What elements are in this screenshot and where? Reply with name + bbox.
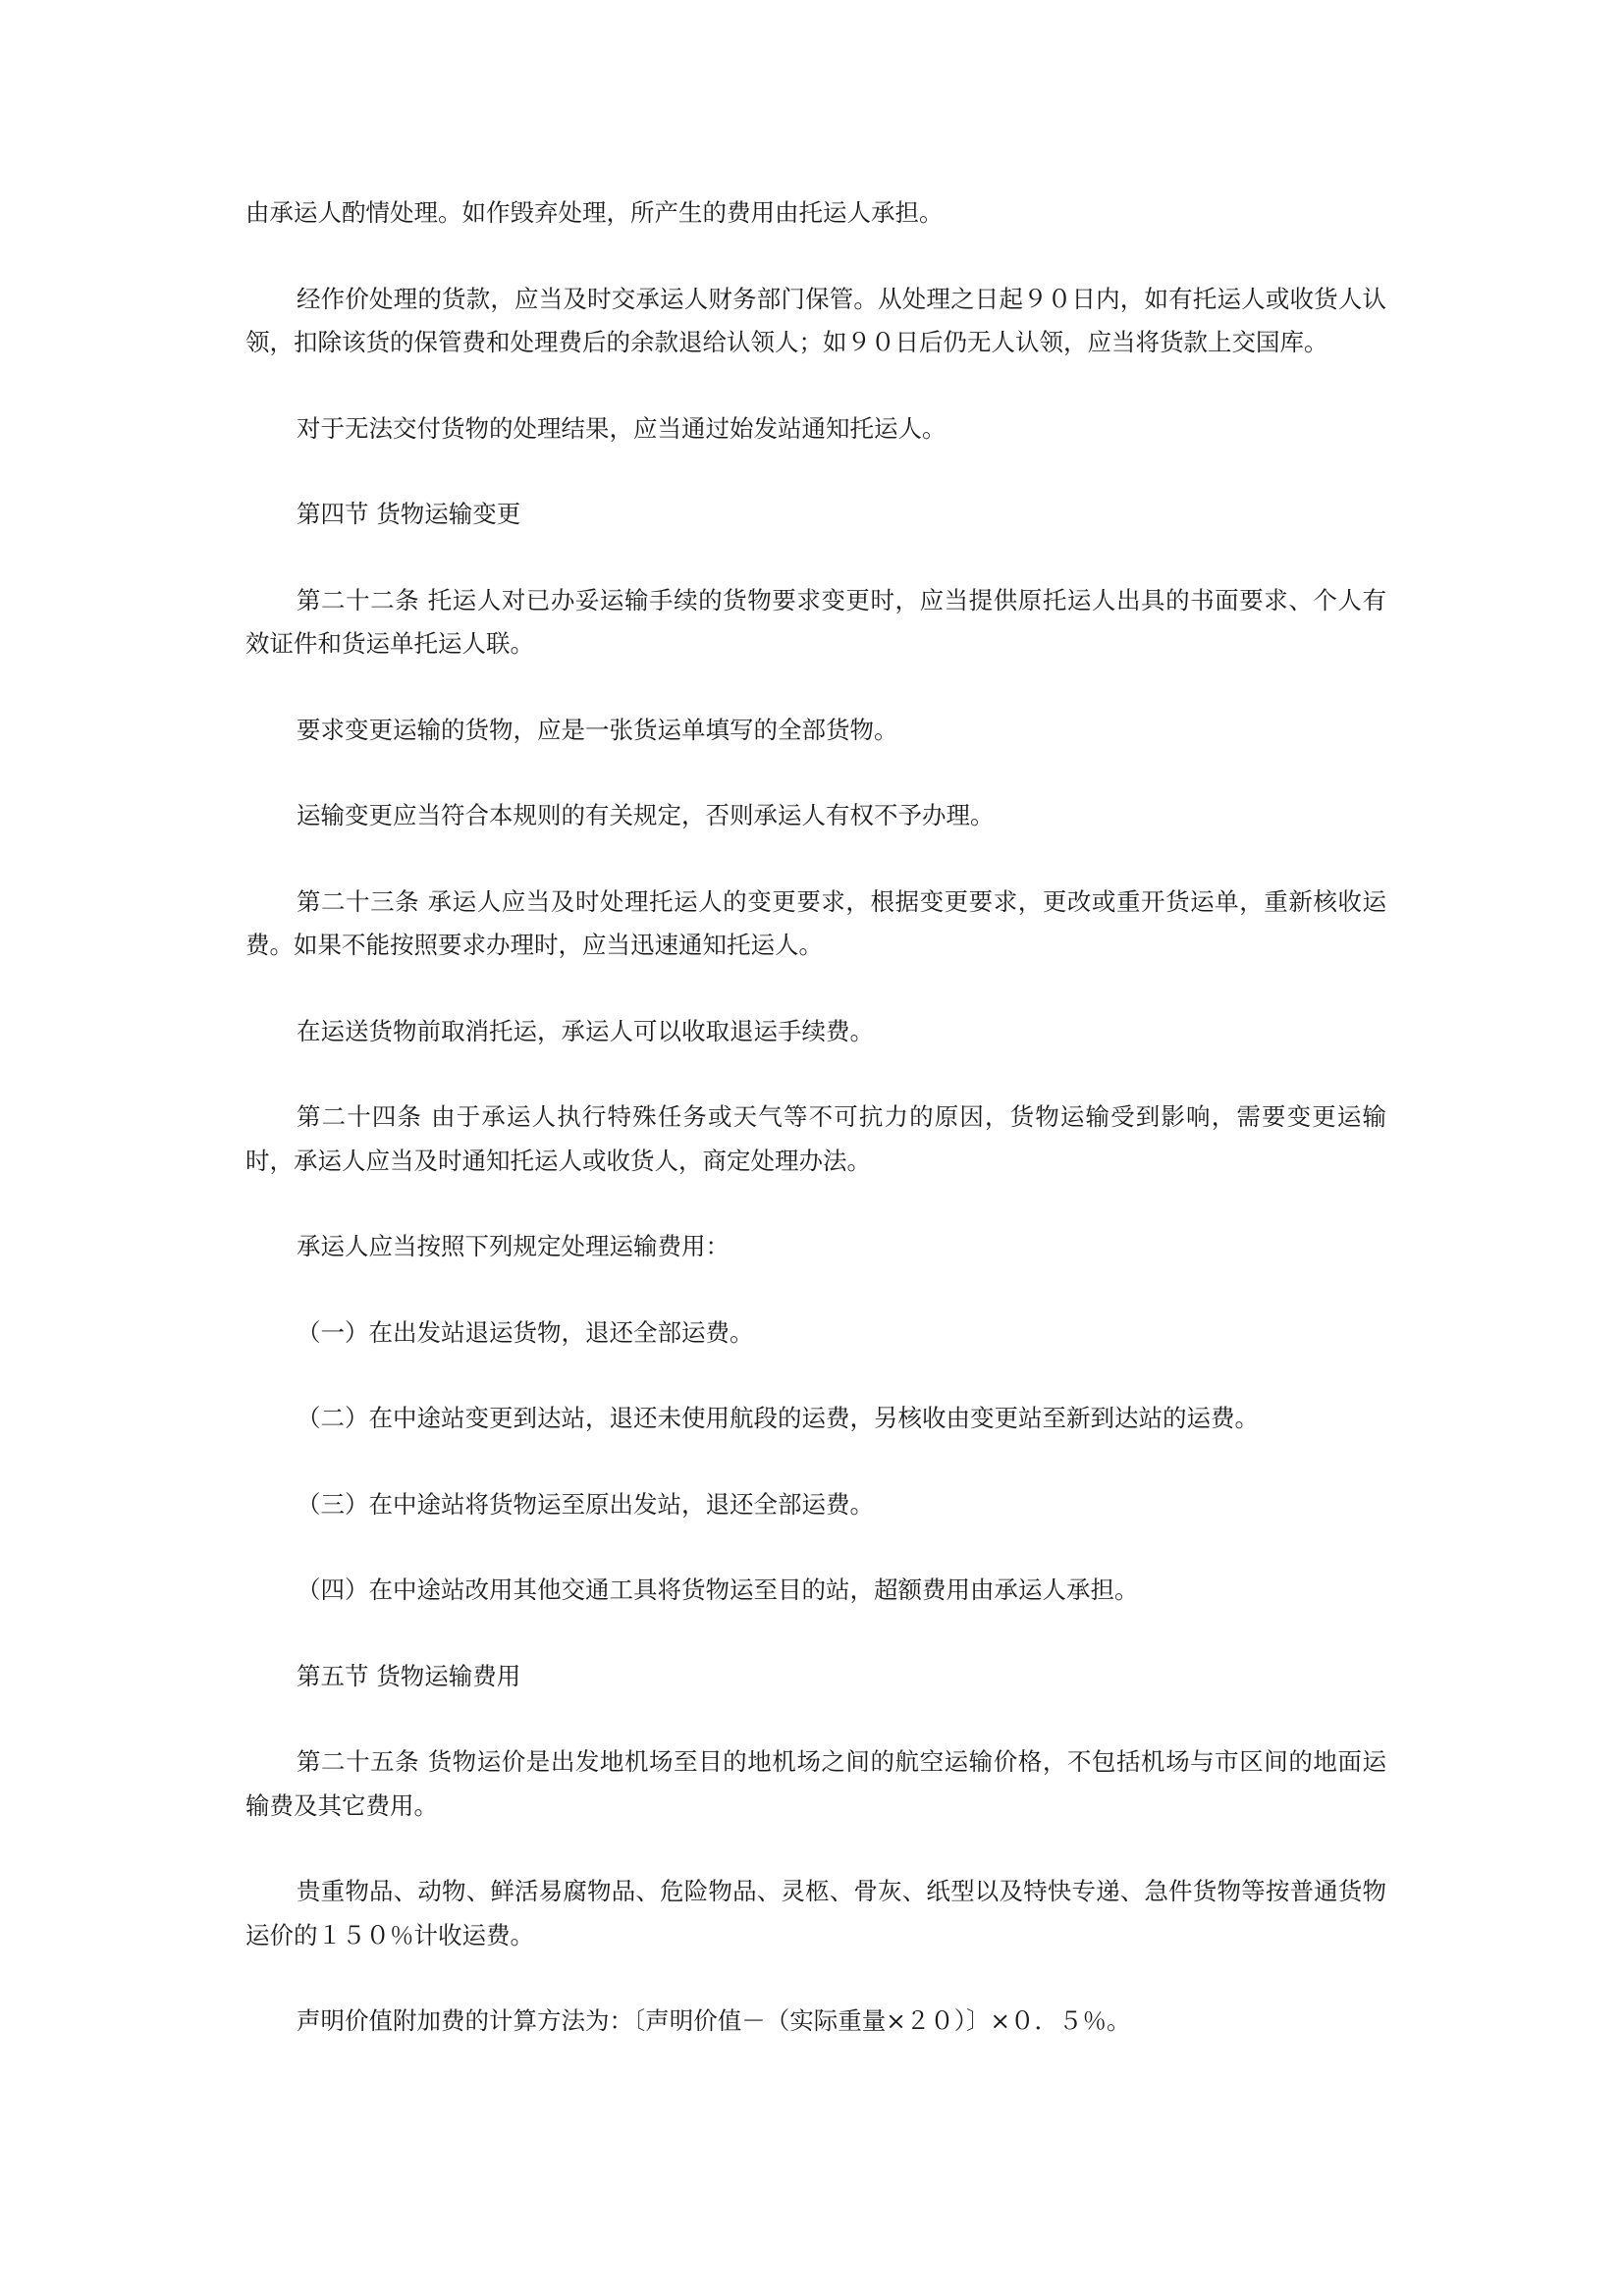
paragraph: 声明价值附加费的计算方法为：〔声明价值－（实际重量×２０）〕×０．５％。	[297, 2006, 1131, 2035]
paragraph: 承运人应当按照下列规定处理运输费用：	[297, 1232, 730, 1260]
list-item: （四）在中途站改用其他交通工具将货物运至目的站，超额费用由承运人承担。	[297, 1575, 1139, 1604]
section-heading: 第四节 货物运输变更	[297, 500, 521, 528]
paragraph: 贵重物品、动物、鲜活易腐物品、危险物品、灵柩、骨灰、纸型以及特快专递、急件货物等按普通货物运价的１５０％计收运费。	[245, 1877, 1386, 1949]
document-page	[245, 191, 1386, 2086]
paragraph: 由承运人酌情处理。如作毁弃处理，所产生的费用由托运人承担。	[245, 198, 944, 227]
section-heading: 第五节 货物运输费用	[297, 1661, 521, 1690]
paragraph: 经作价处理的货款，应当及时交承运人财务部门保管。从处理之日起９０日内，如有托运人或收货人认领，扣除该货的保管费和处理费后的余款退给认领人；如９０日后仍无人认领，应当将货款上交国库。	[245, 284, 1386, 356]
list-item: （一）在出发站退运货物，退还全部运费。	[297, 1317, 754, 1347]
list-item: （二）在中途站变更到达站，退还未使用航段的运费，另核收由变更站至新到达站的运费。	[297, 1404, 1259, 1432]
paragraph: 对于无法交付货物的处理结果，应当通过始发站通知托运人。	[297, 413, 947, 443]
article-paragraph: 第二十三条 承运人应当及时处理托运人的变更要求，根据变更要求，更改或重开货运单，重新核收运费。如果不能按照要求办理时，应当迅速通知托运人。	[245, 886, 1386, 959]
article-paragraph: 第二十四条 由于承运人执行特殊任务或天气等不可抗力的原因，货物运输受到影响，需要变更运输时，承运人应当及时通知托运人或收货人，商定处理办法。	[245, 1102, 1386, 1175]
article-paragraph: 第二十五条 货物运价是出发地机场至目的地机场之间的航空运输价格，不包括机场与市区间的地面运输费及其它费用。	[245, 1747, 1386, 1820]
paragraph: 运输变更应当符合本规则的有关规定，否则承运人有权不予办理。	[297, 801, 995, 829]
paragraph: 在运送货物前取消托运，承运人可以收取退运手续费。	[297, 1016, 874, 1045]
paragraph: 要求变更运输的货物，应是一张货运单填写的全部货物。	[297, 715, 898, 744]
list-item: （三）在中途站将货物运至原出发站，退还全部运费。	[297, 1489, 874, 1519]
article-paragraph: 第二十二条 托运人对已办妥运输手续的货物要求变更时，应当提供原托运人出具的书面要求、个人有效证件和货运单托运人联。	[245, 585, 1386, 658]
